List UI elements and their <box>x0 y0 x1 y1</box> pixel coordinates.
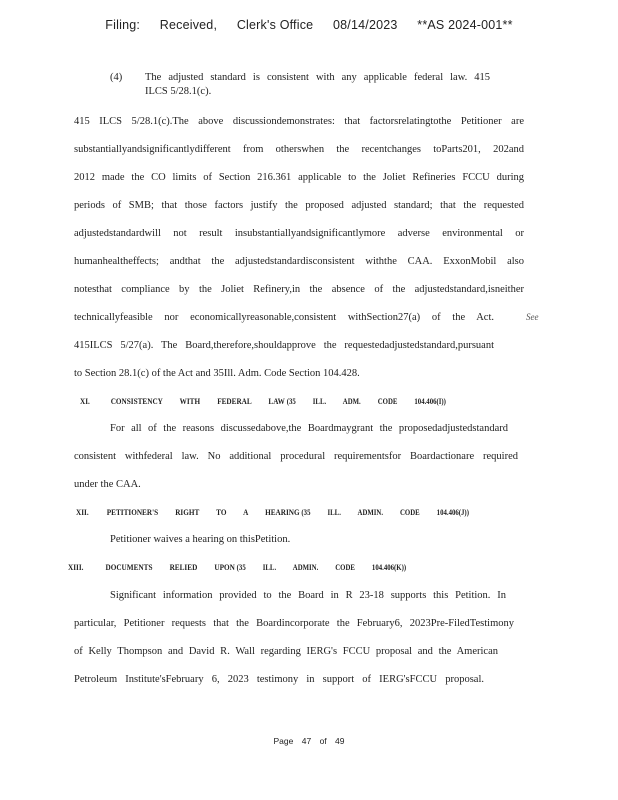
section-title: CONSISTENCY WITH FEDERAL LAW <box>110 396 285 406</box>
paragraph-line: humanhealtheffects; andthat the adjustedstandardisconsistent withthe CAA. ExxonMobil also <box>74 256 524 267</box>
section-citation: (35 ILL. ADM. CODE 104.406(I)) <box>286 397 446 406</box>
section-number: XIII. <box>68 562 84 572</box>
section-citation: (35 ILL. ADMIN. CODE 104.406(J)) <box>301 508 469 517</box>
page-number: 47 <box>301 736 312 746</box>
section-heading-xi <box>80 396 446 406</box>
paragraph-line: 415ILCS 5/27(a). The Board,therefore,shouldapprove the requestedadjustedstandard,pursuant <box>74 340 494 351</box>
paragraph-line: 415 ILCS 5/28.1(c).The above discussiondemonstrates: that factorsrelatingtothe Petitioner are <box>74 116 524 127</box>
paragraph-line: For all of the reasons discussedabove,the Boardmaygrant the proposedadjustedstandard <box>110 423 508 434</box>
paragraph-line: notesthat compliance by the Joliet Refinery,in the absence of the adjustedstandard,isneither <box>74 284 524 295</box>
paragraph-line: technicallyfeasible nor economicallyreasonable,consistent withSection27(a) of the Act. <box>74 312 494 323</box>
paragraph-line: particular, Petitioner requests that the Boardincorporate the February6, 2023Pre-FiledTestimony <box>74 618 514 629</box>
page-footer <box>0 736 618 746</box>
paragraph-line: substantiallyandsignificantlydifferent from otherswhen the recentchanges toParts201, 202and <box>74 144 524 155</box>
see-signal: See <box>526 312 539 322</box>
paragraph-line: periods of SMB; that those factors justify the proposed adjusted standard; that the requested <box>74 200 524 211</box>
paragraph-line: under the CAA. <box>74 479 141 490</box>
paragraph-line: Petitioner waives a hearing on thisPetition. <box>110 534 291 545</box>
docket-number: **AS 2024-001** <box>417 18 513 32</box>
received-label: Received, <box>159 18 218 32</box>
paragraph-line: of Kelly Thompson and David R. Wall regarding IERG's FCCU proposal and the American <box>74 646 498 657</box>
paragraph-line: 2012 made the CO limits of Section 216.361 applicable to the Joliet Refineries FCCU during <box>74 172 524 183</box>
filing-header <box>0 18 618 32</box>
section-heading-xii <box>76 507 469 517</box>
section-title: PETITIONER'S RIGHT TO A HEARING <box>106 507 300 517</box>
paragraph-line: Significant information provided to the Board in R 23-18 supports this Petition. In <box>110 590 506 601</box>
item-text-line: ILCS 5/28.1(c). <box>145 86 212 97</box>
filing-label: Filing: <box>105 18 141 32</box>
of-label: of <box>319 736 327 746</box>
section-number: XII. <box>76 507 89 517</box>
paragraph-line: to Section 28.1(c) of the Act and 35Ill. Adm. Code Section 104.428. <box>74 368 360 379</box>
section-heading-xiii <box>68 562 406 572</box>
page-label: Page <box>273 736 294 746</box>
section-number: XI. <box>80 396 90 406</box>
paragraph-line: Petroleum Institute'sFebruary 6, 2023 testimony in support of IERG'sFCCU proposal. <box>74 674 484 685</box>
page-total: 49 <box>335 736 345 746</box>
paragraph-line: adjustedstandardwill not result insubstantiallyandsignificantlymore adverse environmental or <box>74 228 524 239</box>
paragraph-line: consistent withfederal law. No additional procedural requirementsfor Boardactionare required <box>74 451 518 462</box>
item-text-line: The adjusted standard is consistent with any applicable federal law. 415 <box>145 72 490 83</box>
section-title: DOCUMENTS RELIED UPON <box>105 562 235 572</box>
filing-date: 08/14/2023 <box>333 18 398 32</box>
item-number: (4) <box>110 72 123 83</box>
office-label: Clerk's Office <box>236 18 314 32</box>
section-citation: (35 ILL. ADMIN. CODE 104.406(K)) <box>236 563 407 572</box>
